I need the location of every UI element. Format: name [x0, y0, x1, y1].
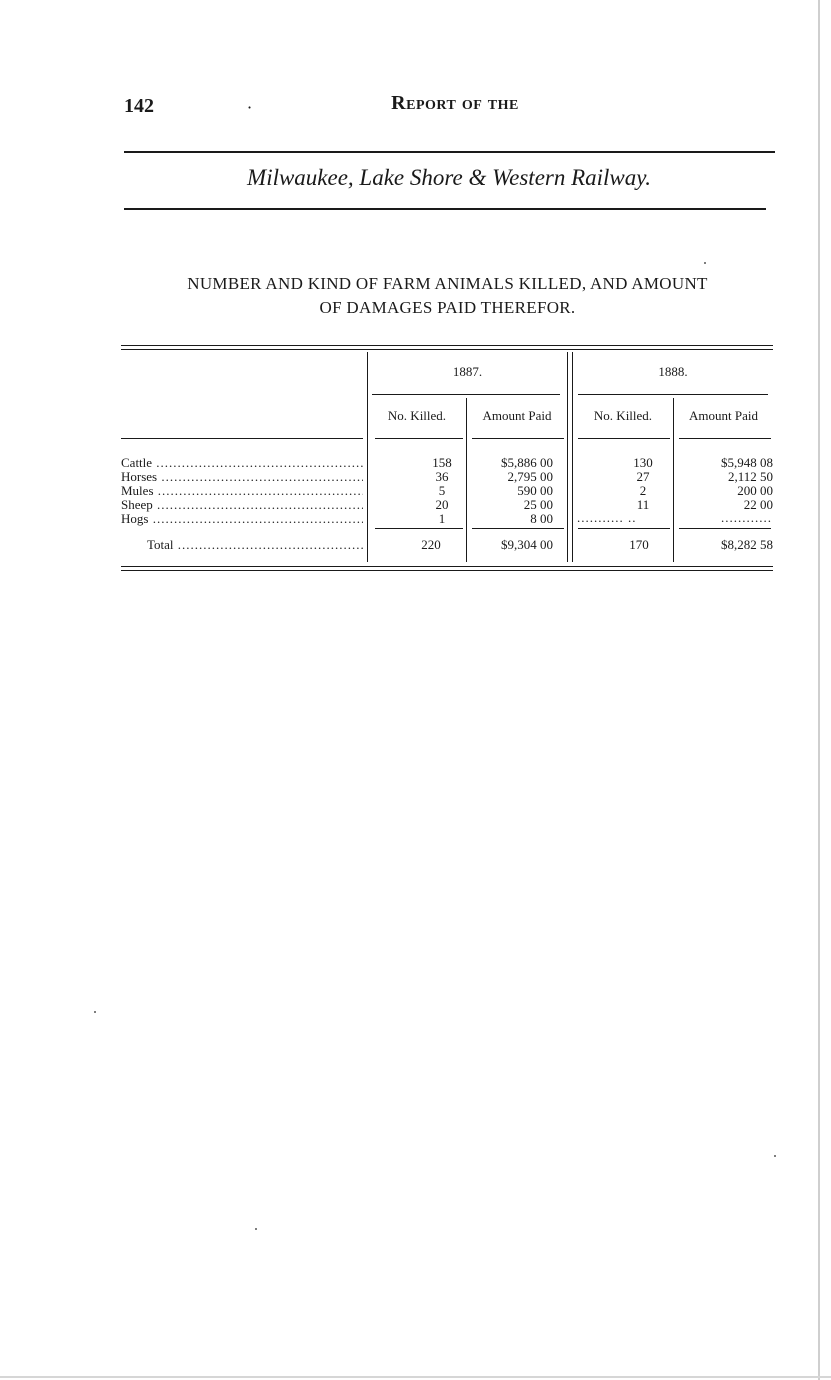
year-1888-underline [578, 394, 768, 395]
total-rule-a1888 [679, 528, 771, 529]
year-1887: 1887. [452, 364, 483, 379]
horses-killed-1887: 36 [435, 469, 449, 484]
mules-amount-1887: 590 00 [517, 483, 553, 498]
cattle-amount-1888: $5,948 08 [721, 455, 773, 470]
scan-speck [774, 1155, 776, 1157]
col-header-killed-1888: No. Killed. [593, 408, 653, 423]
horses-amount-1888: 2,112 50 [727, 469, 773, 484]
sheep-killed-1887: 20 [435, 497, 449, 512]
col-rule-label [367, 352, 368, 562]
page-edge-bottom [0, 1376, 831, 1378]
total-rule-a1887 [472, 528, 564, 529]
year-1887-underline [372, 394, 560, 395]
col-rule-year-b [572, 352, 573, 562]
header-bottom-rule-label [121, 438, 363, 439]
col-header-amount-1888: Amount Paid [689, 408, 758, 423]
hogs-killed-1888: ........... .. [577, 510, 637, 525]
total-killed-1888: 170 [629, 537, 649, 552]
total-killed-1887: 220 [421, 537, 441, 552]
hogs-amount-1887: 8 00 [530, 511, 553, 526]
table-top-rule [121, 345, 773, 346]
page-edge-right [818, 0, 820, 1380]
horses-amount-1887: 2,795 00 [507, 469, 553, 484]
total-label: Total ..... [147, 537, 363, 553]
col-header-amount-1887: Amount Paid [482, 408, 552, 423]
year-1888: 1888. [658, 364, 688, 379]
row-label-horses: Horses ..... [121, 469, 363, 485]
scan-speck [94, 1011, 96, 1013]
cattle-amount-1887: $5,886 00 [501, 455, 553, 470]
row-label-cattle: Cattle ..... [121, 455, 363, 471]
header-rule-top [124, 151, 775, 153]
header-rule-bottom [124, 208, 766, 210]
cattle-killed-1888: 130 [633, 455, 653, 470]
table-top-rule-2 [121, 349, 773, 350]
table-bottom-rule [121, 566, 773, 567]
mules-killed-1887: 5 [438, 483, 446, 498]
table-bottom-rule-2 [121, 570, 773, 571]
table-title-line-2: OF DAMAGES PAID THEREFOR. [319, 298, 576, 317]
sheep-killed-1888: 11 [636, 497, 650, 512]
row-label-hogs: Hogs ..... [121, 511, 363, 527]
horses-killed-1888: 27 [636, 469, 650, 484]
running-title: Report of the [391, 92, 519, 114]
railway-name: Milwaukee, Lake Shore & Western Railway. [247, 165, 651, 190]
total-amount-1888: $8,282 58 [721, 537, 773, 552]
row-label-sheep: Sheep ..... [121, 497, 363, 513]
table-title-line-1: NUMBER AND KIND OF FARM ANIMALS KILLED, AND AMOUNT [187, 274, 708, 293]
mules-killed-1888: 2 [639, 483, 647, 498]
mules-amount-1888: 200 00 [737, 483, 773, 498]
table-title [115, 272, 780, 320]
sheep-amount-1888: 22 00 [743, 497, 773, 512]
header-separator: · [247, 98, 253, 117]
header-bottom-rule-k1888 [578, 438, 670, 439]
header-bottom-rule-k1887 [375, 438, 463, 439]
page-number: 142 [124, 95, 154, 117]
total-rule-k1888 [578, 528, 670, 529]
hogs-killed-1887: 1 [438, 511, 446, 526]
sheep-amount-1887: 25 00 [523, 497, 553, 512]
total-amount-1887: $9,304 00 [501, 537, 553, 552]
header-bottom-rule-a1888 [679, 438, 771, 439]
col-header-killed-1887: No. Killed. [387, 408, 447, 423]
cattle-killed-1887: 158 [432, 455, 452, 470]
total-rule-k1887 [375, 528, 463, 529]
hogs-amount-1888: ............ [721, 510, 772, 525]
header-bottom-rule-a1887 [472, 438, 564, 439]
scan-speck [704, 262, 706, 264]
row-label-mules: Mules ..... [121, 483, 363, 499]
col-rule-year-a [567, 352, 568, 562]
scan-speck [255, 1228, 257, 1230]
